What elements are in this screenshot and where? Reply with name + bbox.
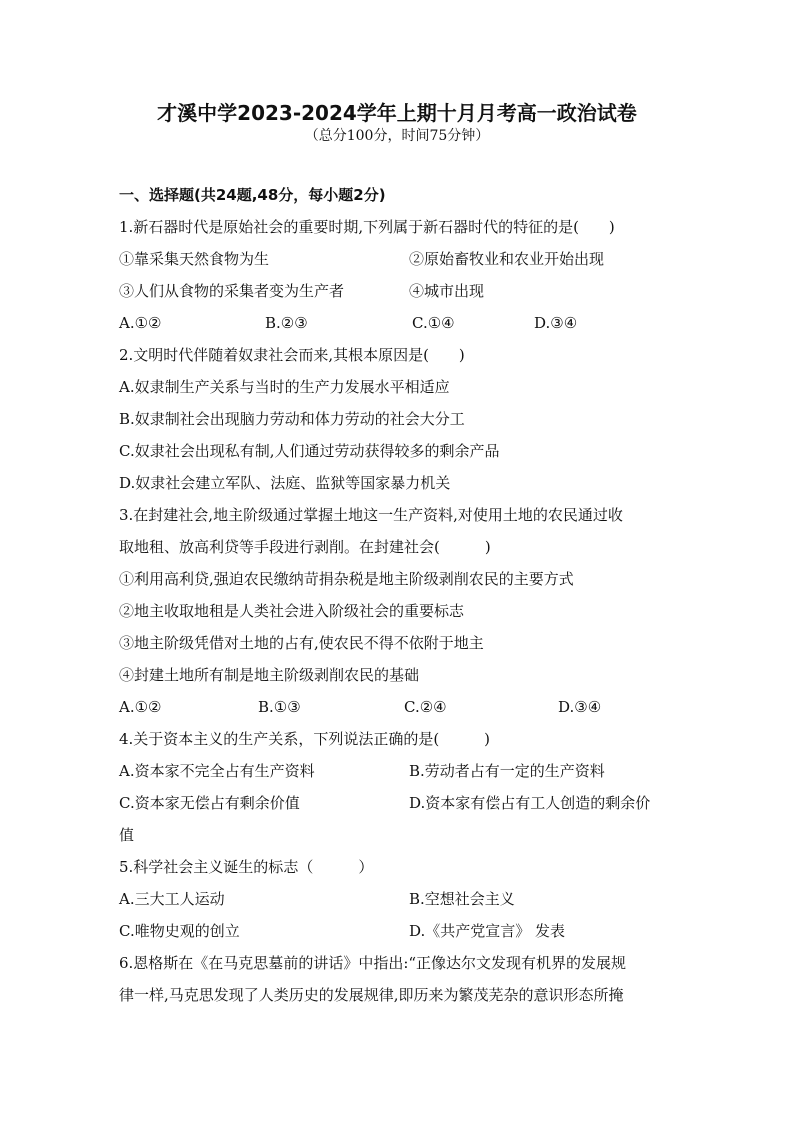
- exam-content: [119, 179, 679, 1011]
- exam-subtitle: （总分100分，时间75分钟）: [304, 128, 490, 144]
- option-d-overflow: 值: [119, 826, 135, 844]
- question-4-stem: 4.关于资本主义的生产关系，下列说法正确的是( ): [119, 730, 491, 748]
- question-5-options-row-2: [119, 915, 679, 947]
- question-6-stem-line-1: 6.恩格斯在《在马克思墓前的讲话》中指出:“正像达尔文发现有机界的发展规: [119, 954, 627, 972]
- option-c: C.资本家无偿占有剩余价值: [119, 794, 300, 812]
- question-3-options: [119, 691, 679, 723]
- option-b: B.劳动者占有一定的生产资料: [409, 762, 605, 780]
- option-c: C.唯物史观的创立: [119, 922, 240, 940]
- option-b: B.①③: [258, 698, 301, 716]
- option-a: A.三大工人运动: [119, 890, 225, 908]
- question-3-stem-line-1: 3.在封建社会,地主阶级通过掌握土地这一生产资料,对使用土地的农民通过收: [119, 506, 623, 524]
- question-4-options-row-1: [119, 755, 679, 787]
- statement-1: ①靠采集天然食物为生: [119, 250, 270, 268]
- option-d: D.③④: [534, 314, 578, 332]
- statement-4: ④城市出现: [409, 282, 485, 300]
- statement-4: ④封建土地所有制是地主阶级剥削农民的基础: [119, 666, 420, 684]
- option-b: B.奴隶制社会出现脑力劳动和体力劳动的社会大分工: [119, 410, 465, 428]
- section-heading: 一、选择题(共24题,48分，每小题2分): [119, 186, 386, 204]
- option-d: D.③④: [558, 698, 602, 716]
- question-6-stem-line-2: 律一样,马克思发现了人类历史的发展规律,即历来为繁茂芜杂的意识形态所掩: [119, 986, 624, 1004]
- question-5-options-row-1: [119, 883, 679, 915]
- statement-3: ③人们从食物的采集者变为生产者: [119, 282, 345, 300]
- question-1-statements-row-1: [119, 243, 679, 275]
- question-1-options: [119, 307, 679, 339]
- option-a: A.奴隶制生产关系与当时的生产力发展水平相适应: [119, 378, 450, 396]
- exam-title: 才溪中学2023-2024学年上期十月月考高一政治试卷: [157, 101, 637, 125]
- option-d: D.奴隶社会建立军队、法庭、监狱等国家暴力机关: [119, 474, 451, 492]
- statement-3: ③地主阶级凭借对土地的占有,使农民不得不依附于地主: [119, 634, 484, 652]
- option-d: D.《共产党宣言》 发表: [409, 922, 566, 940]
- statement-2: ②地主收取地租是人类社会进入阶级社会的重要标志: [119, 602, 465, 620]
- question-3-stem-line-2: 取地租、放高利贷等手段进行剥削。在封建社会( ): [119, 538, 491, 556]
- option-c: C.奴隶社会出现私有制,人们通过劳动获得较多的剩余产品: [119, 442, 500, 460]
- question-2-stem: 2.文明时代伴随着奴隶社会而来,其根本原因是( ): [119, 346, 465, 364]
- option-b: B.空想社会主义: [409, 890, 515, 908]
- statement-2: ②原始畜牧业和农业开始出现: [409, 250, 605, 268]
- option-a: A.①②: [119, 698, 162, 716]
- option-a: A.资本家不完全占有生产资料: [119, 762, 315, 780]
- statement-1: ①利用高利贷,强迫农民缴纳苛捐杂税是地主阶级剥削农民的主要方式: [119, 570, 574, 588]
- question-1-statements-row-2: [119, 275, 679, 307]
- option-c: C.①④: [412, 314, 455, 332]
- question-4-options-row-2: [119, 787, 679, 819]
- option-b: B.②③: [265, 314, 308, 332]
- option-d: D.资本家有偿占有工人创造的剩余价: [409, 794, 651, 812]
- question-5-stem: 5.科学社会主义诞生的标志（ ）: [119, 858, 374, 876]
- question-1-stem: 1.新石器时代是原始社会的重要时期,下列属于新石器时代的特征的是( ): [119, 218, 615, 236]
- option-c: C.②④: [404, 698, 447, 716]
- option-a: A.①②: [119, 314, 162, 332]
